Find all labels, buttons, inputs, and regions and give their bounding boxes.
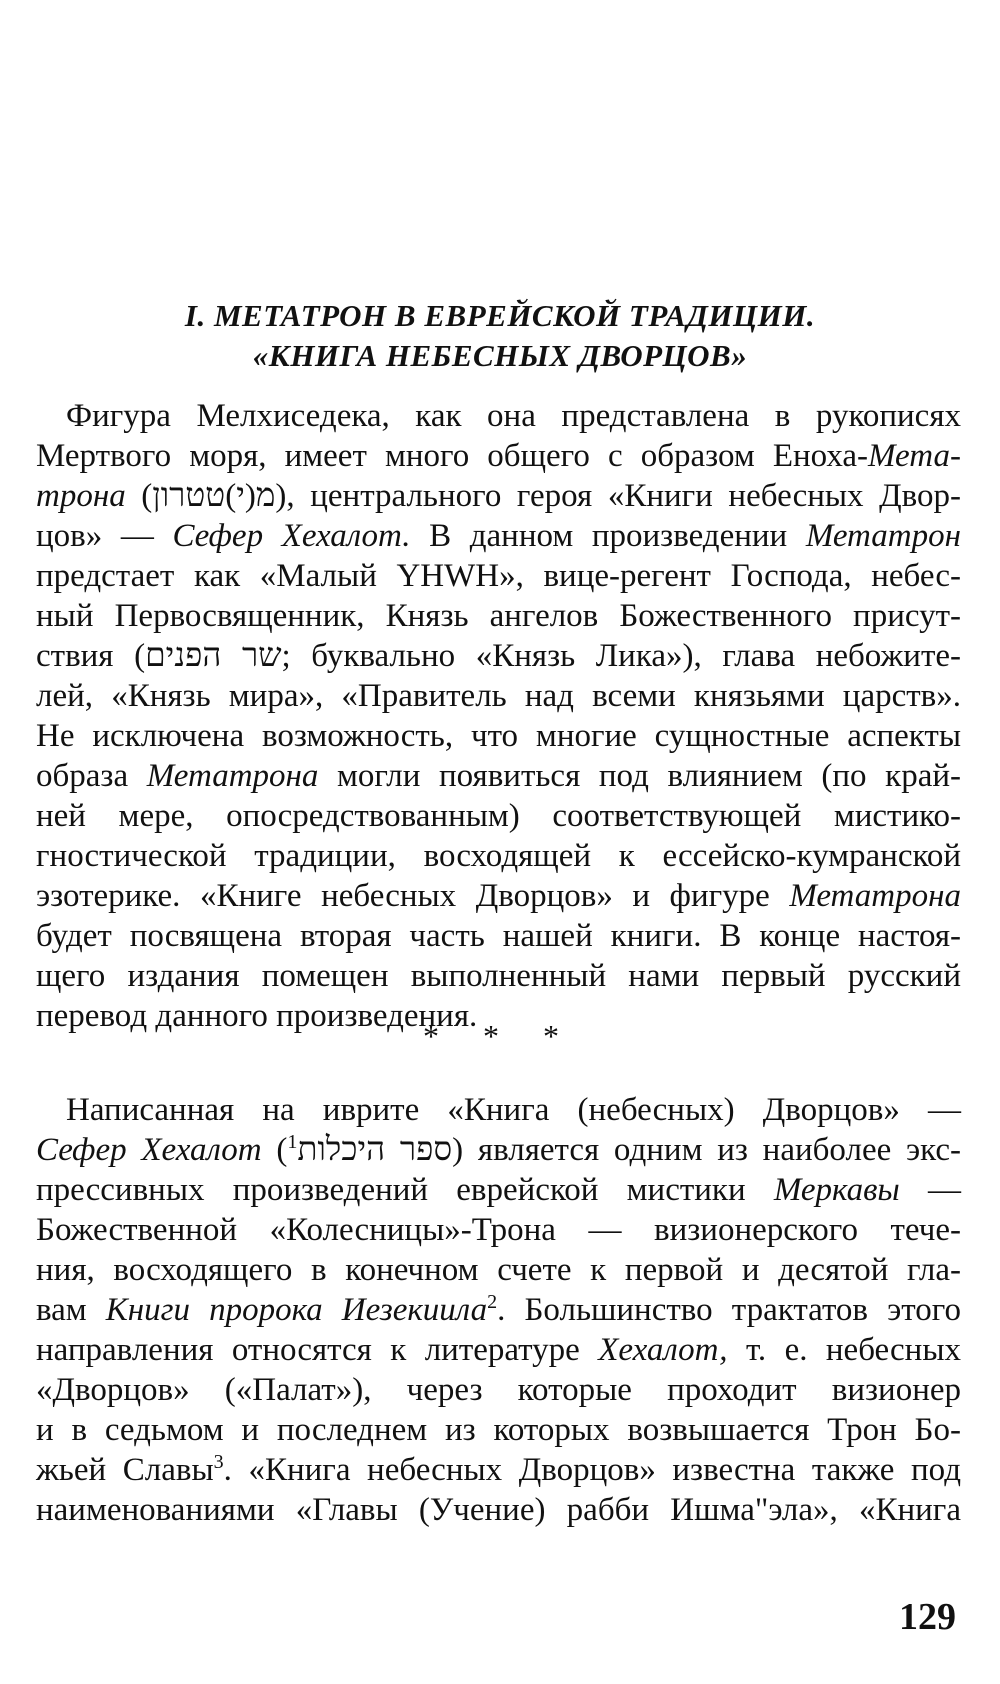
italic-span: Метатрон [805,518,961,554]
paragraph-1-line [36,876,961,916]
text-span: . Большинство трактатов этого [497,1292,961,1328]
paragraph-2-line: ния, восходящего в конечном счете к первой и десятой гла- [36,1252,961,1288]
italic-span: Хехалот, [598,1332,728,1368]
text-span: направления относятся к литературе [36,1332,599,1368]
page-number: 129 [899,1596,956,1638]
italic-span: Меркавы [773,1172,900,1208]
chapter-title-line-1: I. МЕТАТРОН В ЕВРЕЙСКОЙ ТРАДИЦИИ. [184,298,816,333]
paragraph-2-line [36,1450,961,1490]
paragraph-2-line [36,1290,961,1330]
italic-span: Книги пророка Иезекиила [105,1292,488,1328]
text-span: образа [36,758,147,794]
section-separator: * * * [423,1018,577,1054]
paragraph-2-line: наименованиями «Главы (Учение) рабби Ишма"эла», «Книга [36,1492,961,1528]
italic-span: трона [36,478,126,514]
italic-span: Сефер Хехалот [36,1132,262,1168]
footnote-marker: 2 [487,1291,498,1313]
chapter-title-line-2: «КНИГА НЕБЕСНЫХ ДВОРЦОВ» [252,338,748,373]
paragraph-2-line [36,1330,961,1370]
paragraph-2-line [36,1130,961,1170]
paragraph-1-line: ней мере, опосредствованным) соответствующей мистико- [36,798,961,834]
paragraph-1-line: перевод данного произведения. [36,998,478,1034]
paragraph-1-line: предстает как «Малый YHWH», вице-регент Господа, небес- [36,558,961,594]
text-span: ספר היכלות) является одним из наиболее экс- [297,1132,962,1168]
text-span: цов» — [36,518,173,554]
text-span: эзотерике. «Книге небесных Дворцов» и фигуре [36,878,790,914]
text-span: В данном произведении [410,518,806,554]
paragraph-1-line: щего издания помещен выполненный нами первый русский [36,958,961,994]
paragraph-1-line: ствия (שר הפנים; буквально «Князь Лика»), глава небожите- [36,638,962,674]
paragraph-1-line: лей, «Князь мира», «Правитель над всеми князьями царств». [36,678,961,714]
paragraph-2-line [36,1170,961,1210]
italic-span: Сефер Хехалот. [172,518,411,554]
paragraph-1-line [36,436,961,476]
text-span: (מ(י)טטרון), центрального героя «Книги небесных Двор- [125,478,961,514]
text-span: ( [261,1132,288,1168]
paragraph-1-line: Фигура Мелхиседека, как она представлена в рукописях [66,398,961,434]
footnote-marker: 3 [213,1451,224,1473]
paragraph-1-line [36,516,961,556]
text-span: могли появиться под влиянием (по край- [318,758,961,794]
paragraph-2-line: Божественной «Колесницы»-Трона — визионерского тече- [36,1212,961,1248]
paragraph-1-line [36,756,961,796]
text-span: вам [36,1292,106,1328]
footnote-marker: 1 [287,1131,298,1153]
paragraph-2-line: «Дворцов» («Палат»), через которые проходит визионер [36,1372,961,1408]
italic-span: Метатрона [146,758,319,794]
paragraph-1-line: Не исключена возможность, что многие сущностные аспекты [36,718,961,754]
paragraph-2-line: Написанная на иврите «Книга (небесных) Дворцов» — [66,1092,961,1128]
text-span: жьей Славы [36,1452,214,1488]
text-span: прессивных произведений еврейской мистики [36,1172,774,1208]
paragraph-1-line: будет посвящена вторая часть нашей книги. В конце настоя- [36,918,961,954]
italic-span: Мета- [868,438,961,474]
text-span: т. е. небесных [727,1332,962,1368]
paragraph-1-line [36,476,961,516]
paragraph-1-line: гностической традиции, восходящей к ессейско-кумранской [36,838,961,874]
text-span: — [899,1172,961,1208]
text-span: . «Книга небесных Дворцов» известна также под [223,1452,961,1488]
text-span: Мертвого моря, имеет много общего с образом Еноха- [36,438,869,474]
paragraph-1-line: ный Первосвященник, Князь ангелов Божественного присут- [36,598,961,634]
paragraph-2-line: и в седьмом и последнем из которых возвышается Трон Бо- [36,1412,961,1448]
italic-span: Метатрона [789,878,961,914]
